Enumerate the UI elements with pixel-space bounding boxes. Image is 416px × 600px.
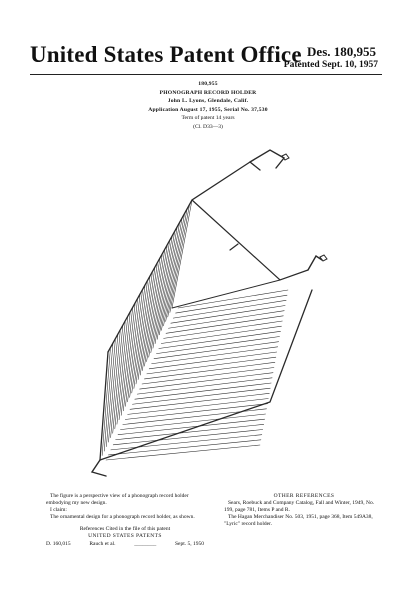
- back-wire: [128, 294, 141, 402]
- floor-wire: [168, 311, 284, 329]
- floor-wire: [116, 424, 264, 439]
- floor-wire: [118, 419, 265, 435]
- front-matter: [0, 80, 416, 132]
- other-references-heading: OTHER REFERENCES: [273, 493, 335, 499]
- back-wire: [102, 348, 110, 456]
- inventor: John L. Lyons, Glendale, Calif.: [167, 98, 249, 105]
- back-wire: [170, 204, 190, 312]
- floor-wire: [144, 362, 275, 379]
- floor-wire: [166, 316, 283, 334]
- claim-text: The ornamental design for a phonograph record holder, as shown.: [50, 514, 195, 520]
- floor-wire: [154, 342, 279, 359]
- floor-wire: [125, 404, 267, 420]
- floor-wire: [128, 399, 269, 415]
- floor-wire: [152, 347, 278, 364]
- patent-title: PHONOGRAPH RECORD HOLDER: [159, 89, 257, 96]
- ref-name: Rauch et al.: [89, 541, 116, 547]
- ref-leader: ________: [134, 541, 157, 547]
- floor-wire: [135, 383, 271, 399]
- header-rule: [30, 74, 382, 75]
- other-references-column: [224, 493, 384, 528]
- ref-number: D. 160,015: [46, 541, 71, 547]
- design-patent-number: Des. 180,955: [307, 44, 376, 59]
- floor-wire: [176, 295, 287, 313]
- application-info: Application August 17, 1955, Serial No. 37,530: [148, 106, 268, 113]
- back-wire: [125, 298, 137, 406]
- floor-wire: [171, 306, 285, 324]
- floor-wire: [111, 435, 262, 450]
- floor-wire: [147, 357, 276, 374]
- us-patents-heading: UNITED STATES PATENTS: [88, 533, 162, 539]
- patent-drawing: [80, 140, 340, 480]
- figure-description: The figure is a perspective view of a phonograph record holder embodying my new design.: [46, 493, 189, 506]
- floor-wire: [159, 331, 281, 348]
- back-wire: [172, 200, 192, 308]
- support-rod: [230, 244, 238, 250]
- ref-date: Sept. 5, 1950: [174, 541, 204, 547]
- floor-wire: [149, 352, 277, 369]
- floor-wire: [142, 368, 274, 385]
- floor-wire: [130, 393, 269, 409]
- patent-office-title: United States Patent Office: [30, 42, 302, 67]
- classification: (Cl. D33—3): [193, 123, 223, 130]
- floor-wire: [140, 373, 273, 389]
- description-column: [46, 493, 204, 548]
- floor-wire: [137, 378, 272, 394]
- patent-number: 180,955: [198, 81, 218, 87]
- references-heading: References Cited in the file of this patent: [79, 526, 171, 532]
- floor-wire: [120, 414, 265, 430]
- other-reference-entry: Sears, Roebuck and Company Catalog, Fall and Winter, 1949, No. 199, page 781, Items P and R.: [224, 500, 375, 513]
- floor-wire: [113, 430, 263, 445]
- floor-wire: [161, 326, 281, 343]
- claim-intro: I claim:: [50, 507, 67, 513]
- other-reference-entry: The Hagan Merchandiser No. 503, 1951, page 368, Item 549A38, "Lyric" record holder.: [224, 514, 373, 527]
- floor-wire: [106, 445, 260, 460]
- floor-wire: [164, 321, 283, 338]
- patent-ref-row: [46, 541, 204, 548]
- back-wire: [104, 343, 113, 451]
- frame-side-edge: [192, 200, 308, 280]
- patented-date: Patented Sept. 10, 1957: [283, 60, 378, 70]
- patent-term: Term of patent 14 years: [181, 115, 235, 122]
- rear-leg: [92, 460, 106, 476]
- floor-wire: [132, 388, 270, 404]
- front-leg: [308, 256, 322, 270]
- floor-wire: [156, 337, 279, 354]
